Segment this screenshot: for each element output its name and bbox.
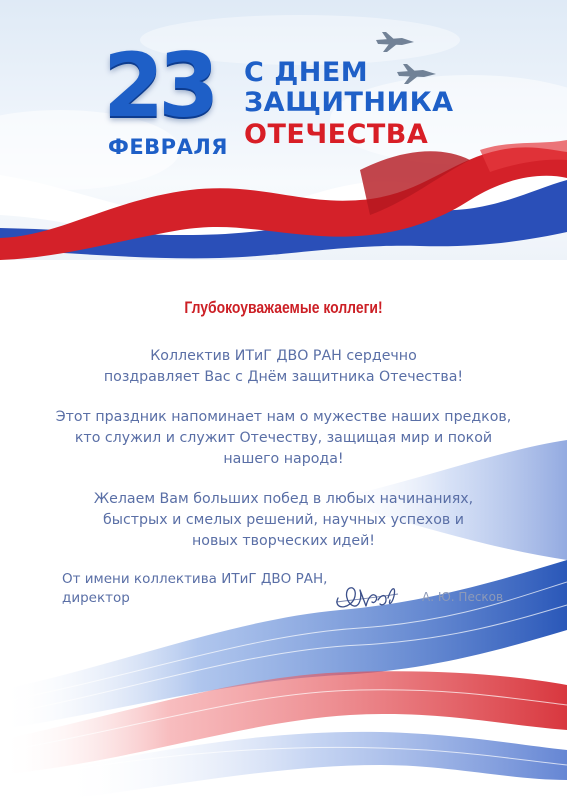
day-number: 23 [103, 34, 214, 137]
paragraph-line: поздравляет Вас с Днём защитника Отечества! [103, 369, 464, 385]
paragraph-line: Желаем Вам больших побед в любых начинаниях, [93, 491, 474, 507]
title-line-2: ЗАЩИТНИКА [244, 87, 454, 118]
paragraph-wishes [30, 489, 537, 552]
signature-block [62, 570, 327, 608]
title-line-1: С ДНЕМ [244, 57, 369, 88]
paragraph-congratulation [30, 346, 537, 388]
title-line-3: ОТЕЧЕСТВА [244, 119, 429, 150]
signature-line-1: От имени коллектива ИТиГ ДВО РАН, [62, 571, 328, 587]
greeting-heading: Глубокоуважаемые коллеги! [184, 298, 383, 317]
paragraph-holiday [30, 407, 537, 470]
paragraph-line: Этот праздник напоминает нам о мужестве наших предков, [55, 409, 512, 425]
handwritten-signature [332, 576, 402, 616]
director-name: А. Ю. Песков [422, 590, 504, 604]
signature-line-2: директор [62, 590, 130, 606]
paragraph-line: новых творческих идей! [191, 533, 375, 549]
header-banner [0, 0, 567, 260]
month-label: ФЕВРАЛЯ [108, 135, 228, 159]
paragraph-line: Коллектив ИТиГ ДВО РАН сердечно [150, 348, 417, 364]
paragraph-line: нашего народа! [223, 451, 344, 467]
paragraph-line: быстрых и смелых решений, научных успехов и [103, 512, 464, 528]
paragraph-line: кто служил и служит Отечеству, защищая мир и покой [74, 430, 493, 446]
